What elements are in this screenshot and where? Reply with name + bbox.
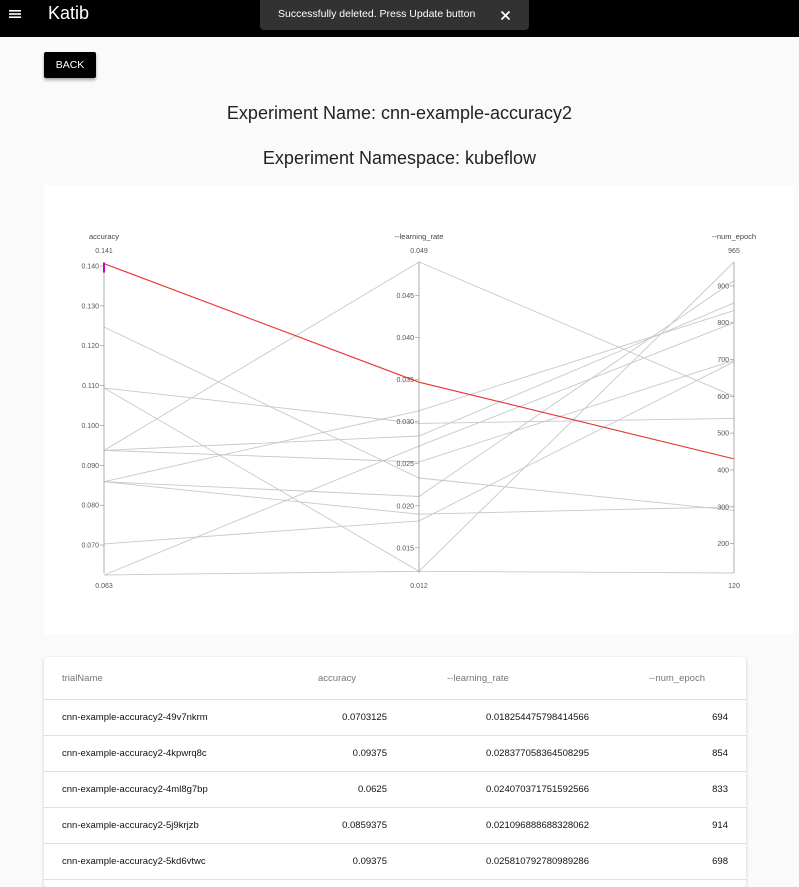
tick-label: 700	[717, 357, 729, 365]
parallel-coordinates-plot	[44, 185, 794, 634]
table-row[interactable]	[44, 843, 746, 880]
tick-label: 200	[717, 541, 729, 549]
tick-label: 0.035	[396, 377, 414, 385]
header-num-epoch[interactable]: --num_epoch	[649, 672, 705, 684]
num-epoch-cell: 694	[712, 711, 728, 723]
snackbar	[260, 0, 529, 30]
tick-label: 0.140	[81, 263, 99, 271]
axis-min-label: 120	[728, 583, 740, 590]
tick-label: 900	[717, 283, 729, 291]
learning-rate-cell: 0.028377058364508295	[485, 747, 589, 759]
snackbar-message: Successfully deleted. Press Update button	[278, 8, 476, 20]
accuracy-cell: 0.09375	[352, 855, 387, 867]
table-row[interactable]	[44, 771, 746, 808]
menu-button[interactable]	[0, 0, 30, 28]
table-header-row	[44, 657, 746, 700]
learning-rate-cell: 0.021096888688328062	[485, 819, 589, 831]
header-learning-rate[interactable]: --learning_rate	[447, 672, 509, 684]
tick-label: 0.030	[396, 419, 414, 427]
table-row[interactable]	[44, 699, 746, 736]
tick-label: 0.120	[81, 343, 99, 351]
axis-max-label: 0.141	[95, 248, 113, 255]
num-epoch-cell: 833	[712, 783, 728, 795]
axis-2[interactable]	[712, 232, 756, 590]
tick-label: 0.040	[396, 335, 414, 343]
tick-label: 0.090	[81, 462, 99, 470]
back-button[interactable]: BACK	[44, 52, 96, 78]
accuracy-cell: 0.0625	[357, 783, 387, 795]
axis-title: accuracy	[88, 232, 120, 241]
table-row[interactable]	[44, 807, 746, 844]
axis-min-label: 0.012	[410, 583, 428, 590]
accuracy-cell: 0.0859375	[342, 819, 387, 831]
learning-rate-cell: 0.024070371751592566	[485, 783, 589, 795]
trial-name-cell: cnn-example-accuracy2-5kd6vtwc	[62, 855, 206, 867]
experiment-name: Experiment Name: cnn-example-accuracy2	[226, 103, 573, 123]
trials-table	[44, 657, 746, 887]
close-icon	[500, 10, 511, 21]
header-trial-name[interactable]: trialName	[62, 672, 103, 684]
tick-label: 0.045	[396, 293, 414, 301]
axis-min-label: 0.063	[95, 583, 113, 590]
num-epoch-cell: 854	[712, 747, 728, 759]
axis-max-label: 965	[728, 248, 740, 255]
axis-0[interactable]	[81, 232, 119, 590]
trial-name-cell: cnn-example-accuracy2-4ml8g7bp	[62, 783, 208, 795]
tick-label: 0.025	[396, 461, 414, 469]
trial-name-cell: cnn-example-accuracy2-49v7nkrm	[62, 711, 208, 723]
app-title: Katib	[48, 3, 90, 23]
accuracy-cell: 0.09375	[352, 747, 387, 759]
trial-name-cell: cnn-example-accuracy2-4kpwrq8c	[62, 747, 207, 759]
num-epoch-cell: 914	[712, 819, 728, 831]
tick-label: 0.020	[396, 503, 414, 511]
tick-label: 0.100	[81, 422, 99, 430]
axis-1[interactable]	[395, 232, 444, 590]
tick-label: 500	[717, 430, 729, 438]
tick-label: 0.015	[396, 545, 414, 553]
menu-icon	[8, 8, 22, 20]
tick-label: 0.110	[82, 383, 99, 391]
experiment-namespace: Experiment Namespace: kubeflow	[262, 148, 537, 168]
tick-label: 800	[717, 320, 729, 328]
parallel-coordinates-svg	[44, 185, 794, 634]
axis-title: --learning_rate	[394, 232, 444, 241]
trial-name-cell: cnn-example-accuracy2-5j9krjzb	[62, 819, 199, 831]
accuracy-cell: 0.0703125	[342, 711, 387, 723]
tick-label: 0.070	[81, 542, 99, 550]
tick-label: 0.130	[81, 303, 99, 311]
header-accuracy[interactable]: accuracy	[318, 672, 357, 684]
tick-label: 400	[717, 467, 729, 475]
axis-max-label: 0.049	[410, 248, 428, 255]
table-row[interactable]	[44, 735, 746, 772]
axis-brush-selection[interactable]	[103, 263, 105, 273]
tick-label: 0.080	[81, 502, 99, 510]
axis-title: --num_epoch	[711, 232, 757, 241]
snackbar-close-button[interactable]	[495, 5, 515, 25]
num-epoch-cell: 698	[712, 855, 728, 867]
learning-rate-cell: 0.025810792780989286	[485, 855, 589, 867]
learning-rate-cell: 0.018254475798414566	[485, 711, 589, 723]
tick-label: 300	[717, 504, 729, 512]
tick-label: 600	[717, 393, 729, 401]
